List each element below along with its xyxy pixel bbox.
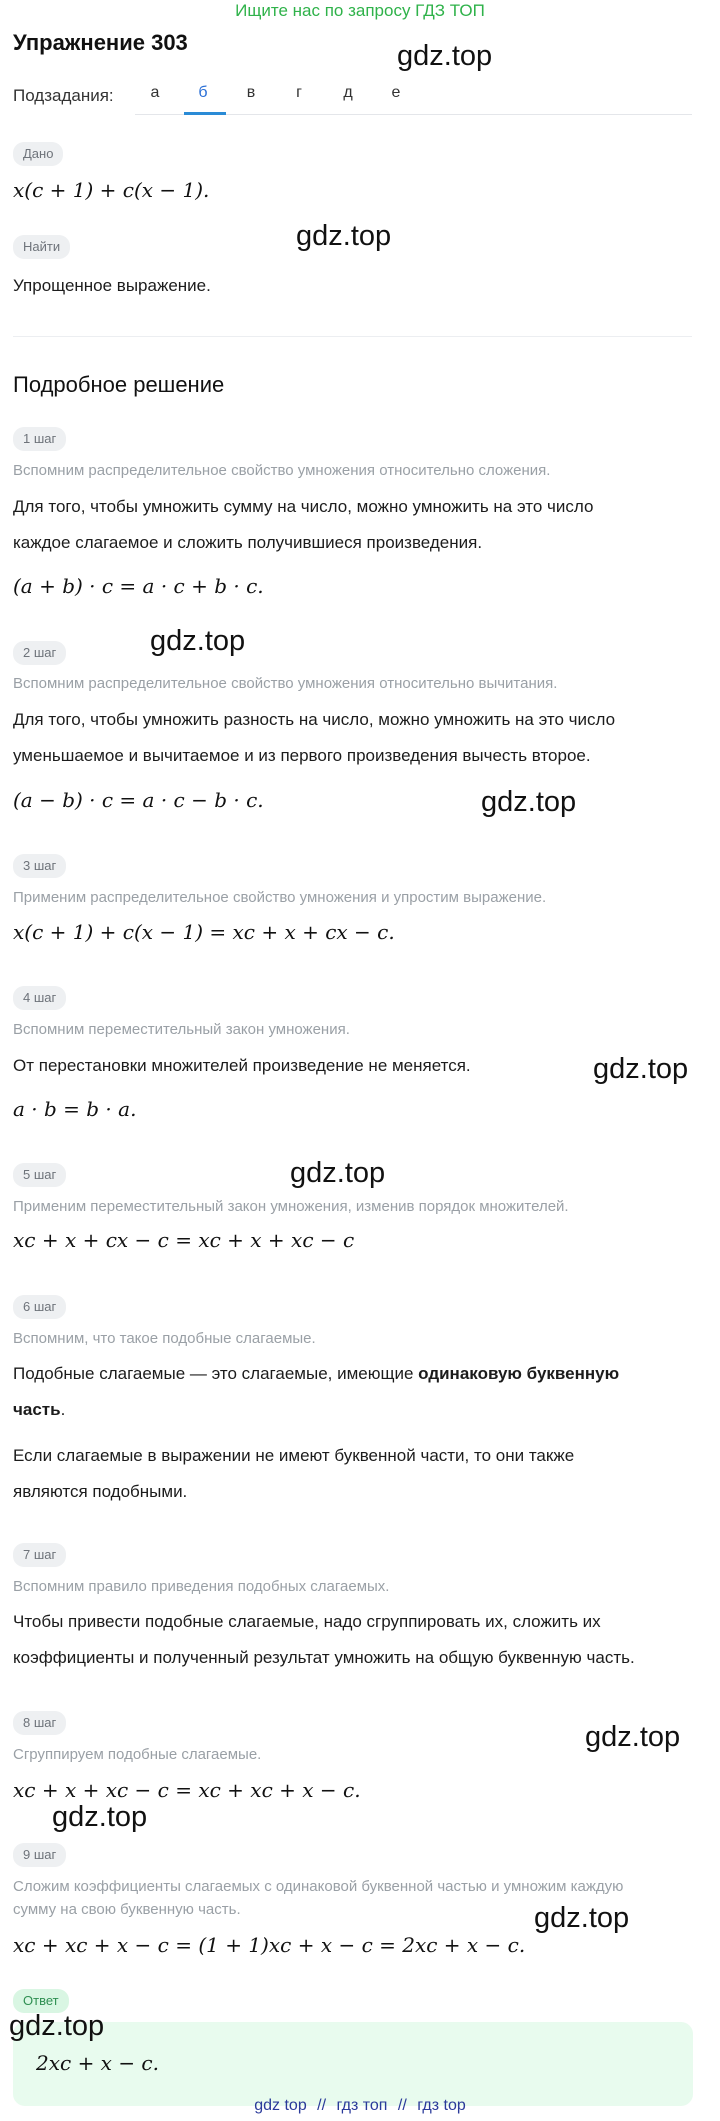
footer-link[interactable]: гдз top [417, 2097, 466, 2114]
step-hint: Вспомним правило приведения подобных слагаемых. [13, 1578, 390, 1595]
active-tab-indicator [184, 112, 226, 115]
given-label: Дано [13, 142, 63, 166]
divider [13, 336, 692, 337]
step-text: Для того, чтобы умножить разность на число, можно умножить на это число [13, 710, 616, 729]
watermark: gdz.top [296, 220, 392, 252]
step-label: 6 шаг [13, 1295, 66, 1319]
step-text: каждое слагаемое и сложить получившиеся произведения. [13, 533, 483, 552]
footer-link[interactable]: гдз топ [336, 2097, 388, 2114]
step-formula: x(c + 1) + c(x − 1) = xc + x + cx − c. [13, 920, 395, 944]
step-hint: сумму на свою буквенную часть. [13, 1901, 241, 1918]
watermark: gdz.top [290, 1157, 386, 1189]
find-text: Упрощенное выражение. [13, 276, 211, 295]
step-label: 1 шаг [13, 427, 66, 451]
step-text: От перестановки множителей произведение не меняется. [13, 1056, 471, 1075]
answer-label: Ответ [13, 1989, 69, 2013]
step-text-bold: одинаковую буквенную [418, 1364, 620, 1383]
watermark: gdz.top [585, 1721, 681, 1753]
top-banner[interactable]: Ищите нас по запросу ГДЗ ТОП [235, 1, 485, 20]
step-text-part: Подобные слагаемые — это слагаемые, имеющие [13, 1364, 419, 1383]
step-label: 7 шаг [13, 1543, 66, 1567]
step-hint: Вспомним, что такое подобные слагаемые. [13, 1330, 316, 1347]
watermark: gdz.top [534, 1902, 630, 1934]
step-hint: Вспомним переместительный закон умножения. [13, 1021, 350, 1038]
step-text: Чтобы привести подобные слагаемые, надо сгруппировать их, сложить их [13, 1612, 601, 1631]
subtasks-label: Подзадания: [13, 86, 114, 105]
step-formula: a · b = b · a. [13, 1097, 137, 1121]
footer-separator: // [397, 2097, 407, 2114]
step-hint: Вспомним распределительное свойство умножения относительно сложения. [13, 462, 551, 479]
step-hint: Применим распределительное свойство умножения и упростим выражение. [13, 889, 547, 906]
tab-g[interactable]: г [296, 84, 302, 101]
solution-title: Подробное решение [13, 372, 225, 397]
step-text: являются подобными. [13, 1482, 188, 1501]
find-label: Найти [13, 235, 70, 259]
step-hint: Сложим коэффициенты слагаемых с одинаковой буквенной частью и умножим каждую [13, 1878, 624, 1895]
step-hint: Сгруппируем подобные слагаемые. [13, 1746, 262, 1763]
footer-link[interactable]: gdz top [254, 2097, 307, 2114]
watermark: gdz.top [52, 1801, 148, 1833]
step-hint: Применим переместительный закон умножения, изменив порядок множителей. [13, 1198, 569, 1215]
exercise-title: Упражнение 303 [13, 30, 188, 55]
step-label: 8 шаг [13, 1711, 66, 1735]
watermark: gdz.top [9, 2010, 105, 2042]
step-text [13, 1392, 65, 1428]
step-formula: (a − b) · c = a · c − b · c. [13, 788, 264, 812]
step-text: Для того, чтобы умножить сумму на число, можно умножить на это число [13, 497, 594, 516]
tab-a[interactable]: а [150, 84, 160, 101]
given-formula: x(c + 1) + c(x − 1). [13, 178, 210, 202]
step-text: уменьшаемое и вычитаемое и из первого произведения вычесть второе. [13, 746, 591, 765]
subtask-tabs [135, 78, 692, 115]
step-label: 4 шаг [13, 986, 66, 1010]
tab-b[interactable]: б [198, 84, 208, 101]
step-label: 2 шаг [13, 641, 66, 665]
tab-v[interactable]: в [246, 84, 256, 101]
step-text: коэффициенты и полученный результат умножить на общую буквенную часть. [13, 1648, 635, 1667]
watermark: gdz.top [397, 40, 493, 72]
step-text [13, 1356, 619, 1392]
step-hint: Вспомним распределительное свойство умножения относительно вычитания. [13, 675, 558, 692]
step-formula: xc + x + cx − c = xc + x + xc − c [13, 1228, 355, 1252]
answer-formula: 2xc + x − c. [36, 2051, 159, 2075]
watermark: gdz.top [593, 1053, 689, 1085]
step-label: 9 шаг [13, 1843, 66, 1867]
watermark: gdz.top [481, 786, 577, 818]
tab-e[interactable]: е [391, 84, 401, 101]
step-formula: (a + b) · c = a · c + b · c. [13, 574, 264, 598]
step-label: 3 шаг [13, 854, 66, 878]
footer-separator: // [317, 2097, 327, 2114]
step-formula: xc + x + xc − c = xc + xc + x − c. [13, 1778, 361, 1802]
step-text-bold: часть [13, 1400, 61, 1419]
tab-d[interactable]: д [343, 84, 353, 101]
step-label: 5 шаг [13, 1163, 66, 1187]
footer-links [0, 2097, 720, 2115]
step-text-part: . [60, 1400, 66, 1419]
step-text: Если слагаемые в выражении не имеют буквенной части, то они также [13, 1446, 575, 1465]
watermark: gdz.top [150, 625, 246, 657]
step-formula: xc + xc + x − c = (1 + 1)xc + x − c = 2xc + x − c. [13, 1933, 526, 1957]
